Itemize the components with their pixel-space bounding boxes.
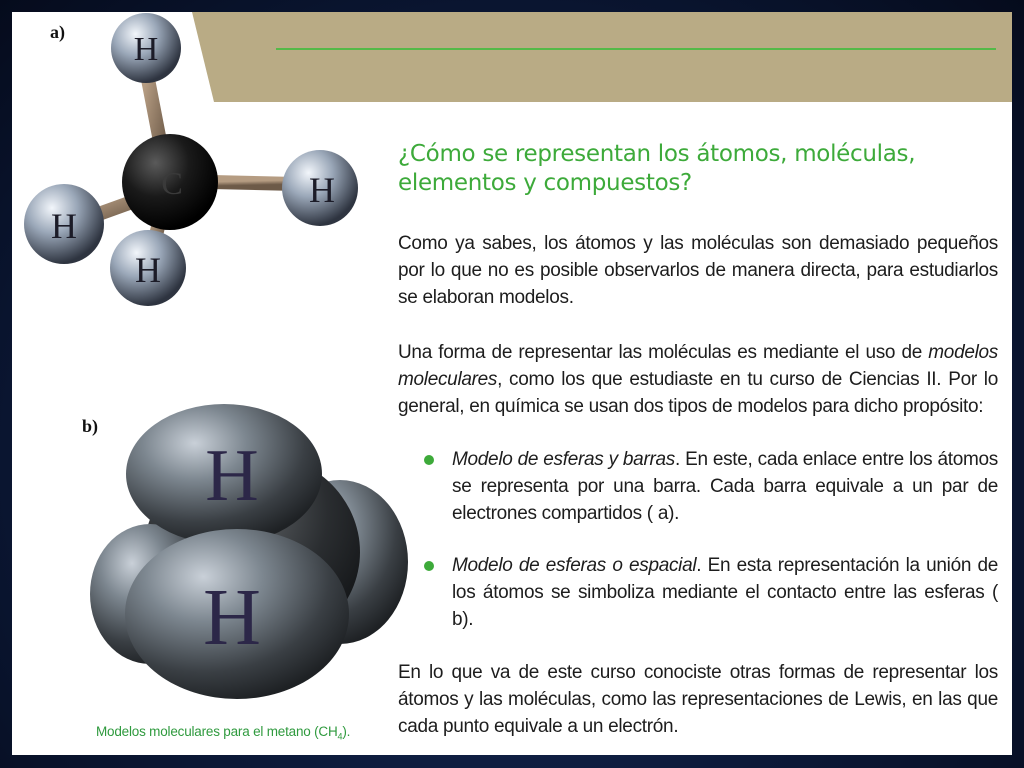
bullet-dot [424,455,434,465]
section-title: ¿Cómo se representan los átomos, moléculas, elementos y compuestos? [398,141,916,196]
bullet-term: Modelo de esferas o espacial [452,555,697,576]
bullet-description: . En este, cada enlace entre los átomos se representa por una barra. Cada barra equivale a un par de electrones compartidos ( a). [452,449,998,524]
models-paragraph-italic: modelos moleculares [398,342,998,390]
caption-subscript: 4 [337,731,343,742]
bullet-text [452,446,998,527]
atom-hydrogen-top-label: H [205,435,259,517]
bullet-text [452,552,998,633]
bullet-space-filling [424,552,998,633]
ball-and-stick-model [12,12,392,322]
atom-carbon-label: C [161,165,183,201]
intro-paragraph: Como ya sabes, los átomos y las moléculas son demasiado pequeños por lo que no es posible observarlos de manera directa, para estudiarlos se elaboran modelos. [398,233,998,308]
figure-caption [96,724,350,742]
bullet-ball-and-stick [424,446,998,527]
caption-text: Modelos moleculares para el metano (CH [96,724,338,739]
bullet-term: Modelo de esferas y barras [452,449,675,470]
models-paragraph-text-2: , como los que estudiaste en tu curso de Ciencias II. Por lo general, en química se usan dos tipos de modelos para dicho propósito: [398,369,998,417]
space-filling-model [72,382,412,702]
models-paragraph-text-1: Una forma de representar las moléculas es mediante el uso de [398,342,929,363]
bullet-dot [424,561,434,571]
atom-hydrogen-top-label: H [133,31,159,68]
bullet-description: . En esta representación la unión de los átomos se simboliza mediante el contacto entre las esferas ( b). [452,555,999,630]
caption-end: ). [342,724,351,739]
slide-page [12,12,1012,755]
closing-paragraph: En lo que va de este curso conociste otras formas de representar los átomos y las moléculas, como las representaciones de Lewis, en las que cada punto equivale a un electrón. [398,662,998,737]
atom-hydrogen-right-label: H [309,170,335,210]
atom-hydrogen-bottom-label: H [135,250,161,290]
atom-hydrogen-front-label: H [203,574,261,662]
models-paragraph [398,339,998,420]
atom-hydrogen-left-label: H [51,206,77,246]
figure-b-label: b) [82,416,99,436]
figure-a-label: a) [50,22,65,42]
